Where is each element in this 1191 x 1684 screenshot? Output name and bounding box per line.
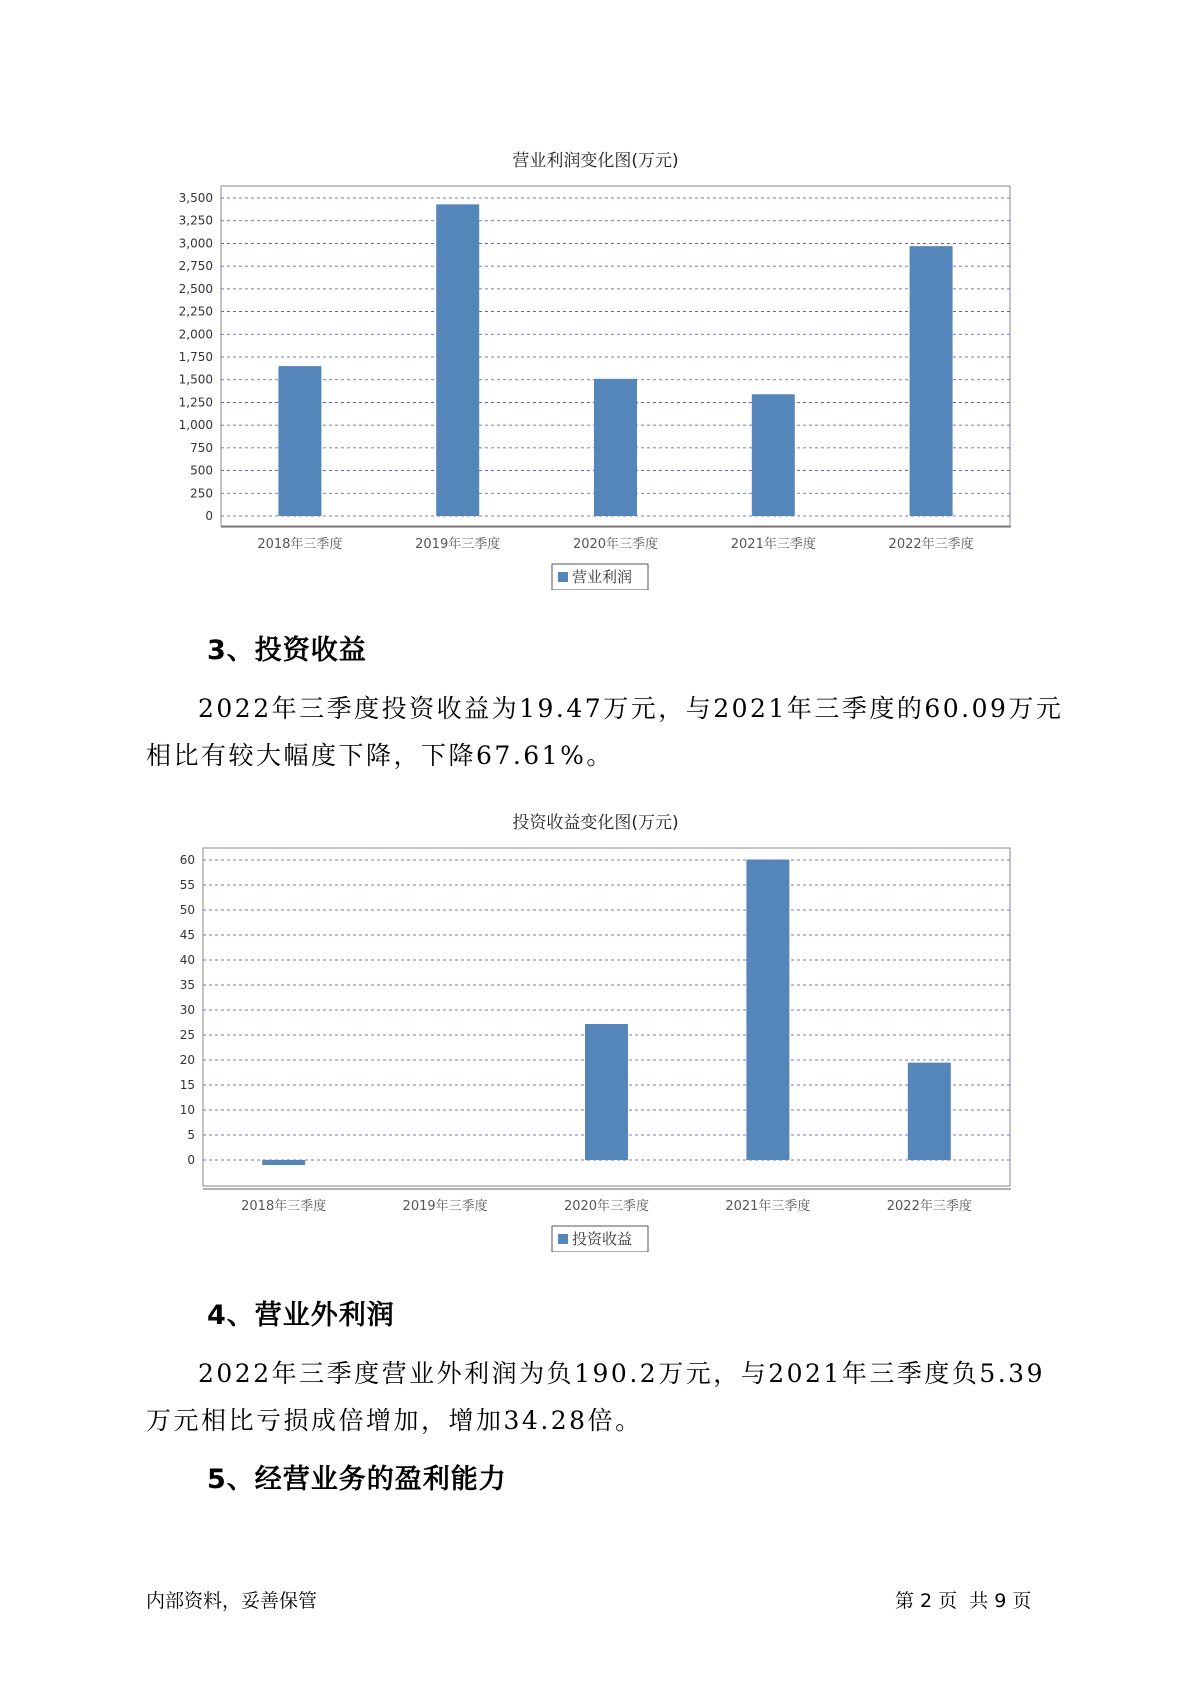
y-tick-label: 3,500 xyxy=(178,191,213,205)
y-tick-label: 500 xyxy=(190,463,213,478)
legend-label: 营业利润 xyxy=(572,568,633,586)
y-tick-label: 0 xyxy=(205,509,213,523)
section-text-investment-income xyxy=(146,685,1066,779)
section-text-non-operating-profit xyxy=(146,1350,1066,1444)
y-tick-label: 15 xyxy=(179,1078,195,1092)
y-tick-label: 1,500 xyxy=(178,372,213,387)
legend-swatch xyxy=(558,572,568,582)
x-category-label: 2021年三季度 xyxy=(730,537,816,552)
chart-title-investment-income: 投资收益变化图(万元) xyxy=(512,813,679,833)
section-heading-non-operating-profit: 4、营业外利润 xyxy=(207,1300,395,1331)
x-category-label: 2021年三季度 xyxy=(725,1199,811,1214)
y-tick-label: 2,500 xyxy=(178,281,213,296)
chart-title-operating-profit: 营业利润变化图(万元) xyxy=(512,151,679,171)
bar xyxy=(278,366,321,516)
bar xyxy=(436,204,479,516)
section-heading-profitability: 5、经营业务的盈利能力 xyxy=(207,1464,507,1495)
bar xyxy=(594,379,637,516)
y-tick-label: 2,000 xyxy=(178,327,213,342)
x-category-label: 2019年三季度 xyxy=(402,1199,488,1214)
y-tick-label: 2,750 xyxy=(178,259,213,274)
x-category-label: 2019年三季度 xyxy=(415,537,501,552)
legend-label: 投资收益 xyxy=(572,1230,633,1248)
footer-page-number: 第 2 页 共 9 页 xyxy=(895,1590,1032,1612)
y-tick-label: 0 xyxy=(187,1153,195,1167)
bar xyxy=(908,1063,951,1160)
x-category-label: 2018年三季度 xyxy=(257,537,343,552)
y-tick-label: 250 xyxy=(190,486,213,501)
y-tick-label: 25 xyxy=(179,1028,195,1042)
y-tick-label: 55 xyxy=(179,878,195,892)
y-tick-label: 1,000 xyxy=(178,418,213,433)
x-category-label: 2022年三季度 xyxy=(886,1199,972,1214)
section-heading-investment-income: 3、投资收益 xyxy=(207,635,367,666)
y-tick-label: 45 xyxy=(179,928,195,942)
x-category-label: 2020年三季度 xyxy=(563,1199,650,1214)
bar xyxy=(910,246,953,516)
y-tick-label: 1,250 xyxy=(178,395,213,410)
operating-profit-chart xyxy=(0,170,1191,590)
bar xyxy=(262,1160,305,1165)
investment-income-paragraph: 2022年三季度投资收益为19.47万元，与2021年三季度的60.09万元相比有较大幅度下降，下降67.61%。 xyxy=(146,694,1064,770)
x-category-label: 2022年三季度 xyxy=(888,537,974,552)
investment-income-chart xyxy=(0,832,1191,1252)
y-tick-label: 20 xyxy=(179,1053,195,1067)
y-tick-label: 50 xyxy=(179,903,195,917)
non-operating-profit-paragraph: 2022年三季度营业外利润为负190.2万元，与2021年三季度负5.39万元相比亏损成倍增加，增加34.28倍。 xyxy=(146,1359,1045,1435)
x-category-label: 2020年三季度 xyxy=(572,537,659,552)
y-tick-label: 1,750 xyxy=(178,350,213,364)
x-category-label: 2018年三季度 xyxy=(241,1199,327,1214)
y-tick-label: 5 xyxy=(187,1128,195,1142)
footer-confidential-note: 内部资料，妥善保管 xyxy=(146,1590,318,1612)
bar xyxy=(752,394,795,516)
y-tick-label: 60 xyxy=(179,853,195,867)
y-tick-label: 40 xyxy=(179,953,195,967)
y-tick-label: 3,000 xyxy=(178,236,213,251)
bar xyxy=(746,860,789,1160)
y-tick-label: 750 xyxy=(190,440,213,455)
y-tick-label: 2,250 xyxy=(178,304,213,319)
legend-swatch xyxy=(558,1234,568,1244)
y-tick-label: 30 xyxy=(179,1003,195,1017)
bar xyxy=(585,1024,628,1160)
y-tick-label: 3,250 xyxy=(178,213,213,228)
y-tick-label: 10 xyxy=(179,1103,195,1117)
y-tick-label: 35 xyxy=(179,978,195,992)
